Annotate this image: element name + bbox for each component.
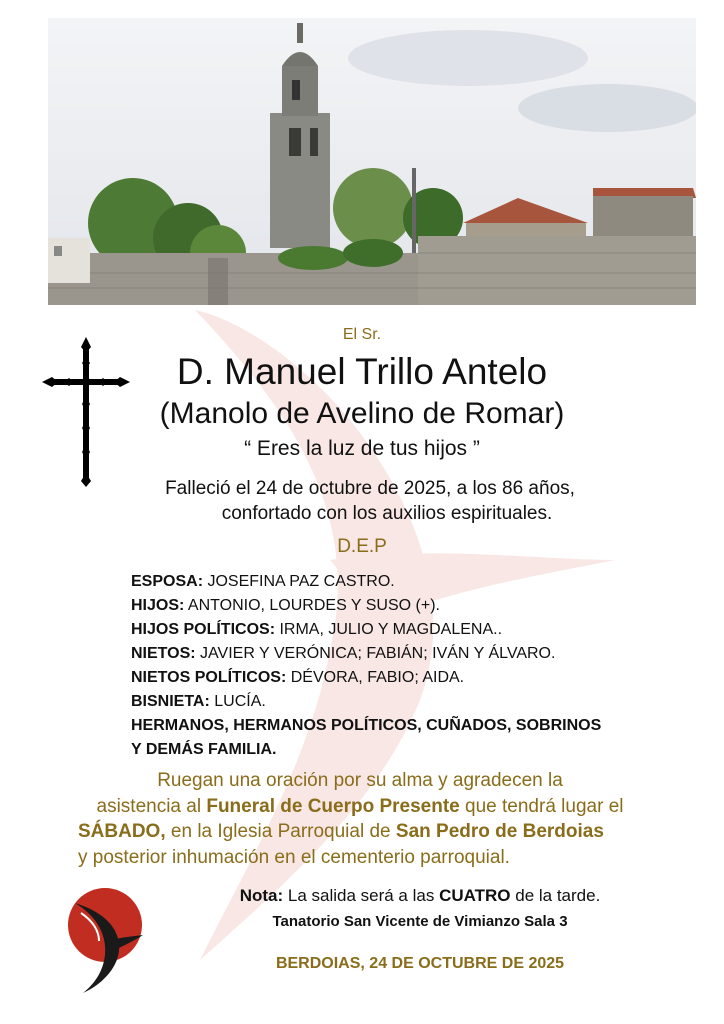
family-label: HIJOS POLÍTICOS: [131,621,276,638]
family-row [131,570,691,594]
family-label: NIETOS POLÍTICOS: [131,669,287,686]
church-name: San Pedro de Berdoias [395,821,604,842]
family-extra-line-2: Y DEMÁS FAMILIA. [131,741,277,758]
death-line-2: confortado con los auxilios espirituales. [221,503,553,524]
prayer-paragraph [70,768,650,870]
title-prefix: El Sr. [342,326,382,343]
family-list [131,570,691,762]
family-extra-line-1: HERMANOS, HERMANOS POLÍTICOS, CUÑADOS, SOBRINOS [131,717,602,734]
family-label: BISNIETA: [131,693,210,710]
family-row [131,690,691,714]
note-line [150,886,690,906]
deceased-nickname: (Manolo de Avelino de Romar) [159,397,565,430]
family-label: ESPOSA: [131,573,204,590]
family-label: HIJOS: [131,597,185,614]
prayer-text: que tendrá lugar el [459,795,624,817]
prayer-text: asistencia al [96,795,207,817]
family-row [131,642,691,666]
family-value: LUCÍA. [209,693,266,710]
family-value: DÉVORA, FABIO; AIDA. [286,669,465,686]
prayer-line-2 [70,794,650,820]
funeral-type: Funeral de Cuerpo Presente [206,795,460,817]
prayer-line-3 [70,819,650,845]
family-row [131,666,691,690]
family-value: IRMA, JULIO Y MAGDALENA.. [275,621,503,638]
death-notice [130,476,610,526]
funeral-home-logo [65,885,145,995]
departure-time: CUATRO [439,886,511,905]
note-text: de la tarde. [510,886,601,905]
dep-label: D.E.P [337,536,387,557]
death-line-1: Falleció el 24 de octubre de 2025, a los 86 años, [165,478,575,499]
prayer-text: en la Iglesia Parroquial de [165,821,396,842]
family-value: JOSEFINA PAZ CASTRO. [203,573,395,590]
funeral-day: SÁBADO, [78,821,166,842]
deceased-name: D. Manuel Trillo Antelo [176,351,548,392]
prayer-line-1: Ruegan una oración por su alma y agradecen la [157,770,563,791]
note-label: Nota: [239,886,284,905]
family-row [131,594,691,618]
family-label: NIETOS: [131,645,196,662]
family-row [131,618,691,642]
family-value: JAVIER Y VERÓNICA; FABIÁN; IVÁN Y ÁLVARO. [195,645,556,662]
note-text: La salida será a las [283,886,440,905]
family-value: ANTONIO, LOURDES Y SUSO (+). [184,597,440,614]
funeral-home: Tanatorio San Vicente de Vimianzo Sala 3 [272,913,568,930]
prayer-line-4: y posterior inhumación en el cementerio parroquial. [78,846,510,868]
place-date: BERDOIAS, 24 DE OCTUBRE DE 2025 [275,955,565,972]
memorial-quote: “ Eres la luz de tus hijos ” [244,437,480,460]
